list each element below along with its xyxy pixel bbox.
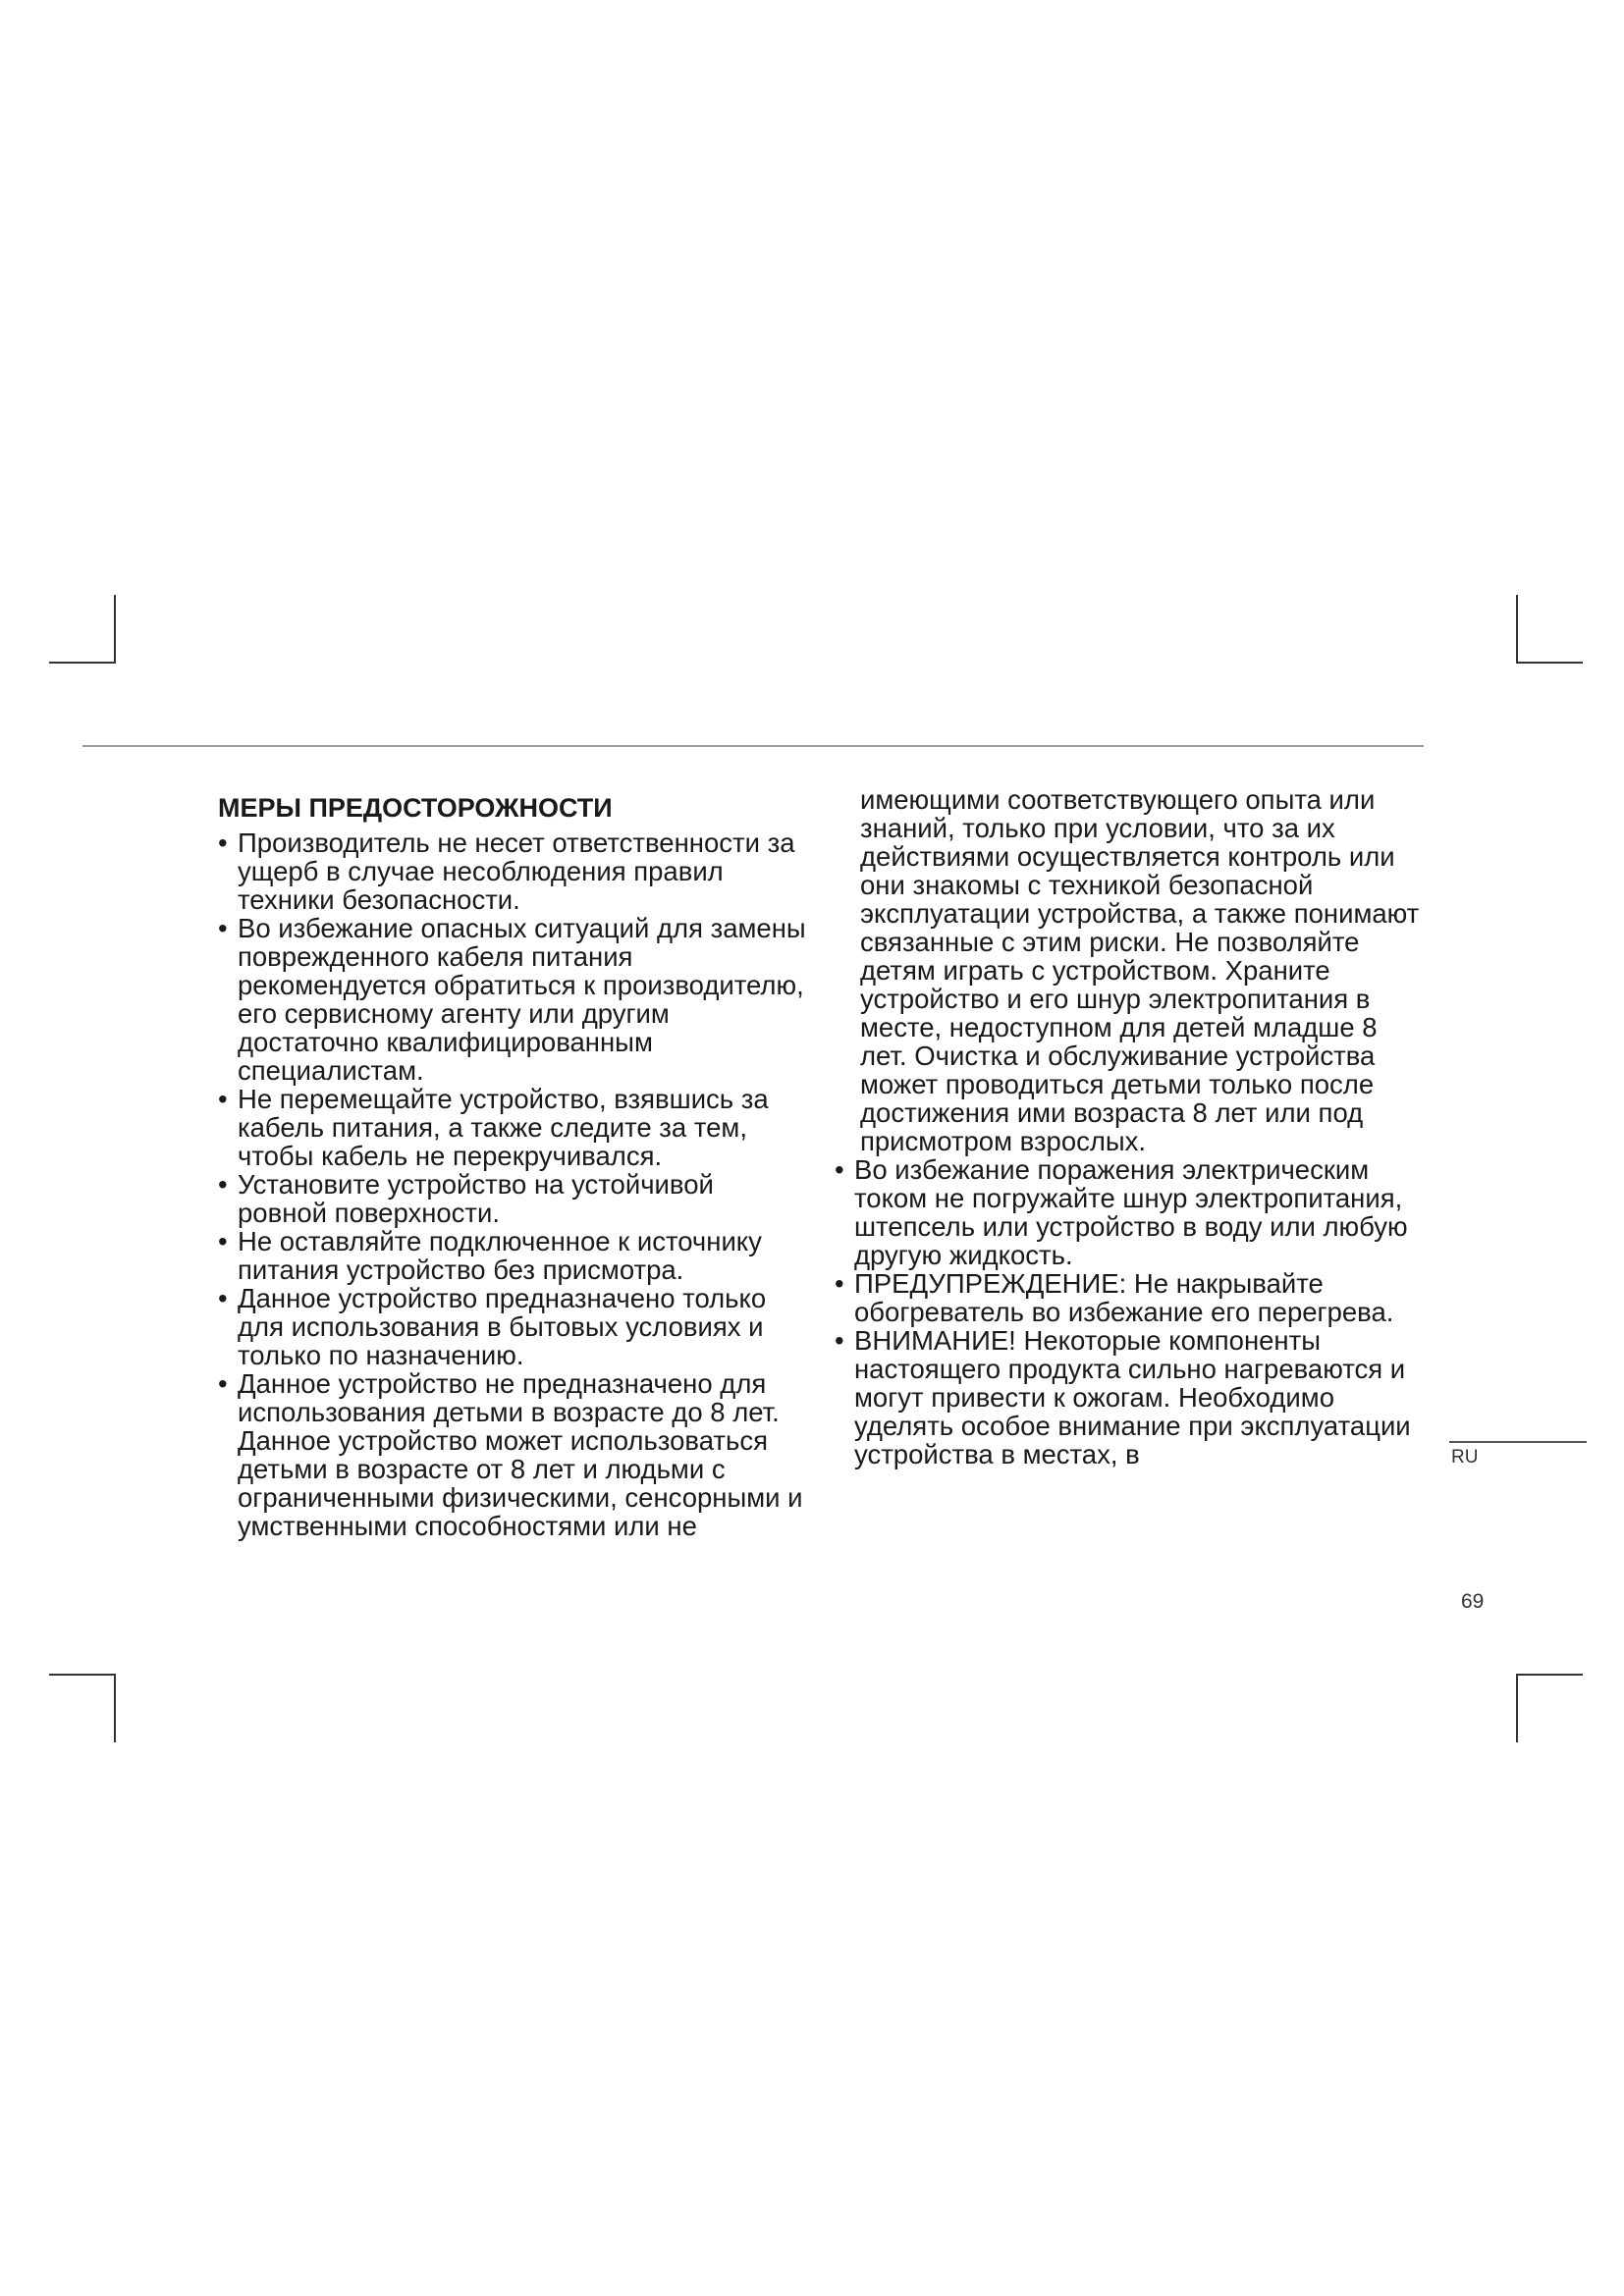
list-item: • Не перемещайте устройство, взявшись за кабель питания, а также следите за тем, чтобы кабель не перекручивался. [218,1085,807,1170]
crop-mark-top-right-v [1516,595,1518,664]
crop-mark-bottom-left-h [49,1674,116,1676]
crop-mark-bottom-right-v [1516,1674,1518,1742]
list-item: • Установите устройство на устойчивой ровной поверхности. [218,1170,807,1227]
list-item: • Не оставляйте подключенное к источнику питания устройство без присмотра. [218,1227,807,1284]
crop-mark-bottom-right-h [1516,1674,1583,1676]
crop-mark-top-left-v [114,595,116,664]
left-bullet-list [218,828,807,1540]
continued-paragraph: имеющими соответствующего опыта или знаний, только при условии, что за их действиями осуществляется контроль или они знакомы с техникой безопасной эксплуатации устройства, а также понимают связанные с этим риски. Не позволяйте детям играть с устройством. Храните устройство и его шнур электропитания в месте, недоступном для детей младше 8 лет. Очистка и обслуживание устройства может проводиться детьми только после достижения ими возраста 8 лет или под присмотром взрослых. [860,784,1420,1156]
crop-mark-bottom-left-v [114,1674,116,1742]
left-column [218,785,807,1540]
section-heading: МЕРЫ ПРЕДОСТОРОЖНОСТИ [218,793,613,823]
list-item: • Во избежание поражения электрическим током не погружайте шнур электропитания, штепсель или устройство в воду или любую другую жидкость. [835,1155,1424,1269]
list-item: • ПРЕДУПРЕЖДЕНИЕ: Не накрывайте обогреватель во избежание его перегрева. [835,1269,1424,1326]
list-item: • ВНИМАНИЕ! Некоторые компоненты настоящего продукта сильно нагреваются и могут привести к ожогам. Необходимо уделять особое внимание при эксплуатации устройства в местах, в [835,1326,1424,1468]
crop-mark-top-right-h [1516,662,1583,664]
list-item: • Данное устройство не предназначено для использования детьми в возрасте до 8 лет. Данное устройство может использоваться детьми в возрасте от 8 лет и людьми с ограниченными физическими, сенсорными и умственными способностями или не [218,1369,807,1540]
list-item: • Во избежание опасных ситуаций для замены поврежденного кабеля питания рекомендуется обратиться к производителю, его сервисному агенту или другим достаточно квалифицированным специалистам. [218,914,807,1085]
list-item: • Данное устройство предназначено только для использования в бытовых условиях и только по назначению. [218,1284,807,1369]
language-tab-rule [1449,1441,1587,1443]
crop-mark-top-left-h [49,662,116,664]
language-label: RU [1451,1447,1479,1468]
header-rule [82,745,1424,747]
list-item: • Производитель не несет ответственности за ущерб в случае несоблюдения правил техники безопасности. [218,828,807,914]
right-column [835,785,1424,1468]
page-number: 69 [1461,1590,1485,1613]
right-bullet-list [835,1155,1424,1468]
